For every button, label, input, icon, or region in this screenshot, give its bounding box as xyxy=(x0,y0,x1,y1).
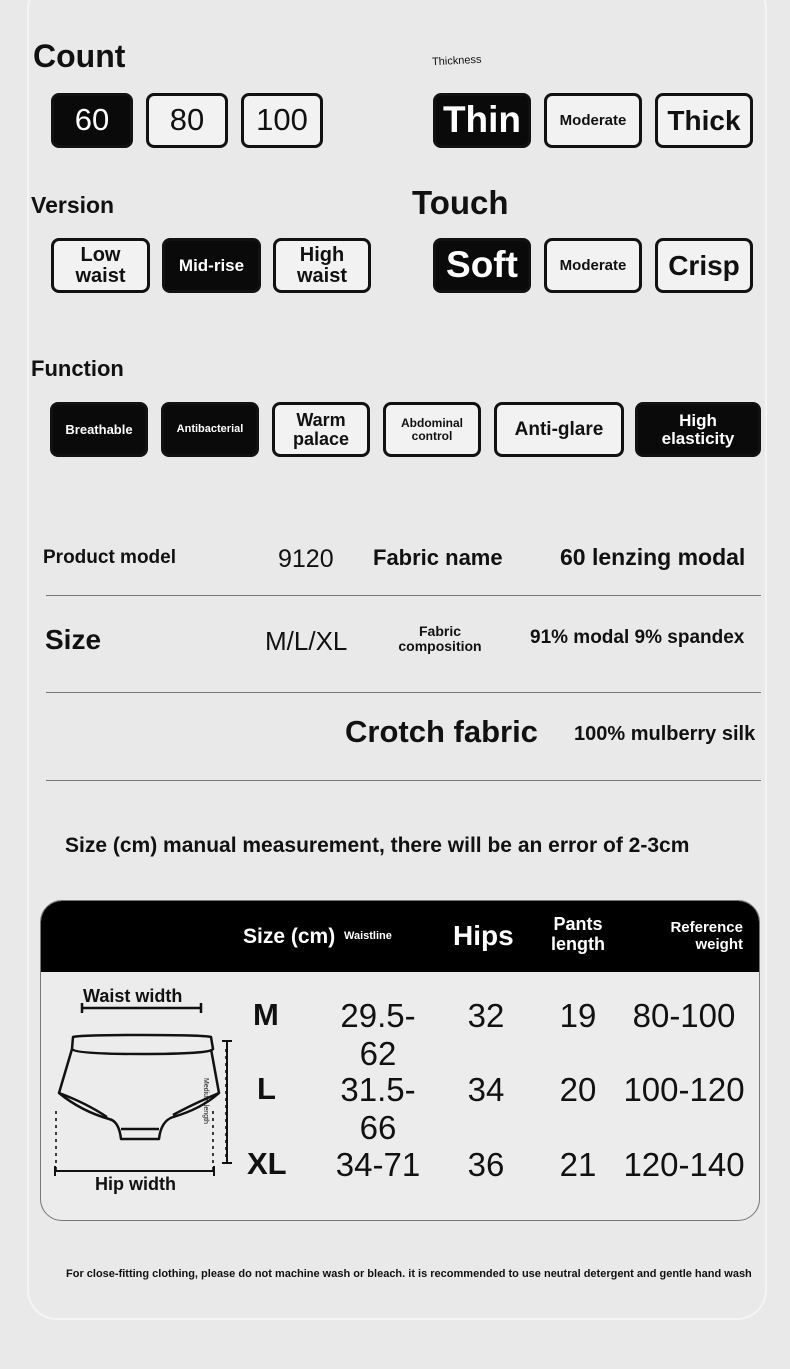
row-pants-length: 20 xyxy=(559,1071,597,1108)
row-size: L xyxy=(257,1071,276,1106)
count-option-60[interactable]: 60 xyxy=(51,93,133,148)
function-option-abdominal-control[interactable]: Abdominal control xyxy=(383,402,481,457)
touch-option-crisp[interactable]: Crisp xyxy=(655,238,753,293)
product-model-value: 9120 xyxy=(278,545,334,573)
row-hips: 32 xyxy=(467,997,505,1034)
function-option-breathable[interactable]: Breathable xyxy=(50,402,148,457)
fabric-name-value: 60 lenzing modal xyxy=(560,544,746,570)
version-title: Version xyxy=(31,192,115,218)
fabric-composition-label: Fabric composition xyxy=(398,623,482,654)
size-table xyxy=(40,900,760,1221)
count-title: Count xyxy=(33,38,126,74)
row-reference-weight: 120-140 xyxy=(623,1146,745,1183)
function-option-high-elasticity[interactable]: High elasticity xyxy=(635,402,761,457)
touch-title: Touch xyxy=(412,184,509,221)
header-hips: Hips xyxy=(453,920,514,951)
fabric-composition-value: 91% modal 9% spandex xyxy=(530,627,745,648)
count-option-80[interactable]: 80 xyxy=(146,93,228,148)
waist-width-label: Waist width xyxy=(83,986,183,1006)
row-reference-weight: 80-100 xyxy=(632,997,736,1034)
size-value: M/L/XL xyxy=(265,626,348,656)
header-reference-weight: Reference weight xyxy=(670,919,743,953)
row-hips: 34 xyxy=(467,1071,505,1108)
medium-length-label: Medium length xyxy=(202,1078,209,1124)
header-size-cm: Size (cm) xyxy=(243,925,336,948)
function-title: Function xyxy=(31,356,124,381)
size-measurement-note: Size (cm) manual measurement, there will be an error of 2-3cm xyxy=(65,834,690,857)
row-reference-weight: 100-120 xyxy=(623,1071,745,1108)
function-option-anti-glare[interactable]: Anti-glare xyxy=(494,402,624,457)
fabric-name-label: Fabric name xyxy=(373,545,503,570)
thickness-option-moderate[interactable]: Moderate xyxy=(544,93,642,148)
touch-option-moderate[interactable]: Moderate xyxy=(544,238,642,293)
product-model-label: Product model xyxy=(43,547,177,568)
size-label: Size xyxy=(45,624,102,655)
function-option-warm-palace[interactable]: Warm palace xyxy=(272,402,370,457)
version-option-low-waist[interactable]: Low waist xyxy=(51,238,150,293)
row-pants-length: 21 xyxy=(559,1146,597,1183)
hip-width-label: Hip width xyxy=(95,1174,176,1194)
thickness-option-thin[interactable]: Thin xyxy=(433,93,531,148)
care-instructions: For close-fitting clothing, please do not machine wash or bleach. it is recommended to use neutral detergent and gentle hand wash xyxy=(66,1268,752,1280)
row-hips: 36 xyxy=(467,1146,505,1183)
divider xyxy=(46,780,761,781)
crotch-fabric-value: 100% mulberry silk xyxy=(574,723,756,745)
divider xyxy=(46,595,761,596)
thickness-title: Thickness xyxy=(431,53,482,69)
underwear-diagram xyxy=(51,1001,251,1181)
touch-option-soft[interactable]: Soft xyxy=(433,238,531,293)
count-option-100[interactable]: 100 xyxy=(241,93,323,148)
row-size: XL xyxy=(247,1146,287,1181)
row-pants-length: 19 xyxy=(559,997,597,1034)
thickness-option-thick[interactable]: Thick xyxy=(655,93,753,148)
function-option-antibacterial[interactable]: Antibacterial xyxy=(161,402,259,457)
row-waistline: 31.5-66 xyxy=(340,1071,416,1146)
row-waistline: 29.5-62 xyxy=(340,997,416,1072)
version-option-high-waist[interactable]: High waist xyxy=(273,238,371,293)
row-waistline: 34-71 xyxy=(335,1146,421,1183)
header-waistline: Waistline xyxy=(344,930,392,942)
version-option-mid-rise[interactable]: Mid-rise xyxy=(162,238,261,293)
crotch-fabric-label: Crotch fabric xyxy=(345,714,538,749)
divider xyxy=(46,692,761,693)
header-pants-length: Pants length xyxy=(551,914,605,954)
size-table-header xyxy=(41,901,759,972)
row-size: M xyxy=(253,997,279,1032)
